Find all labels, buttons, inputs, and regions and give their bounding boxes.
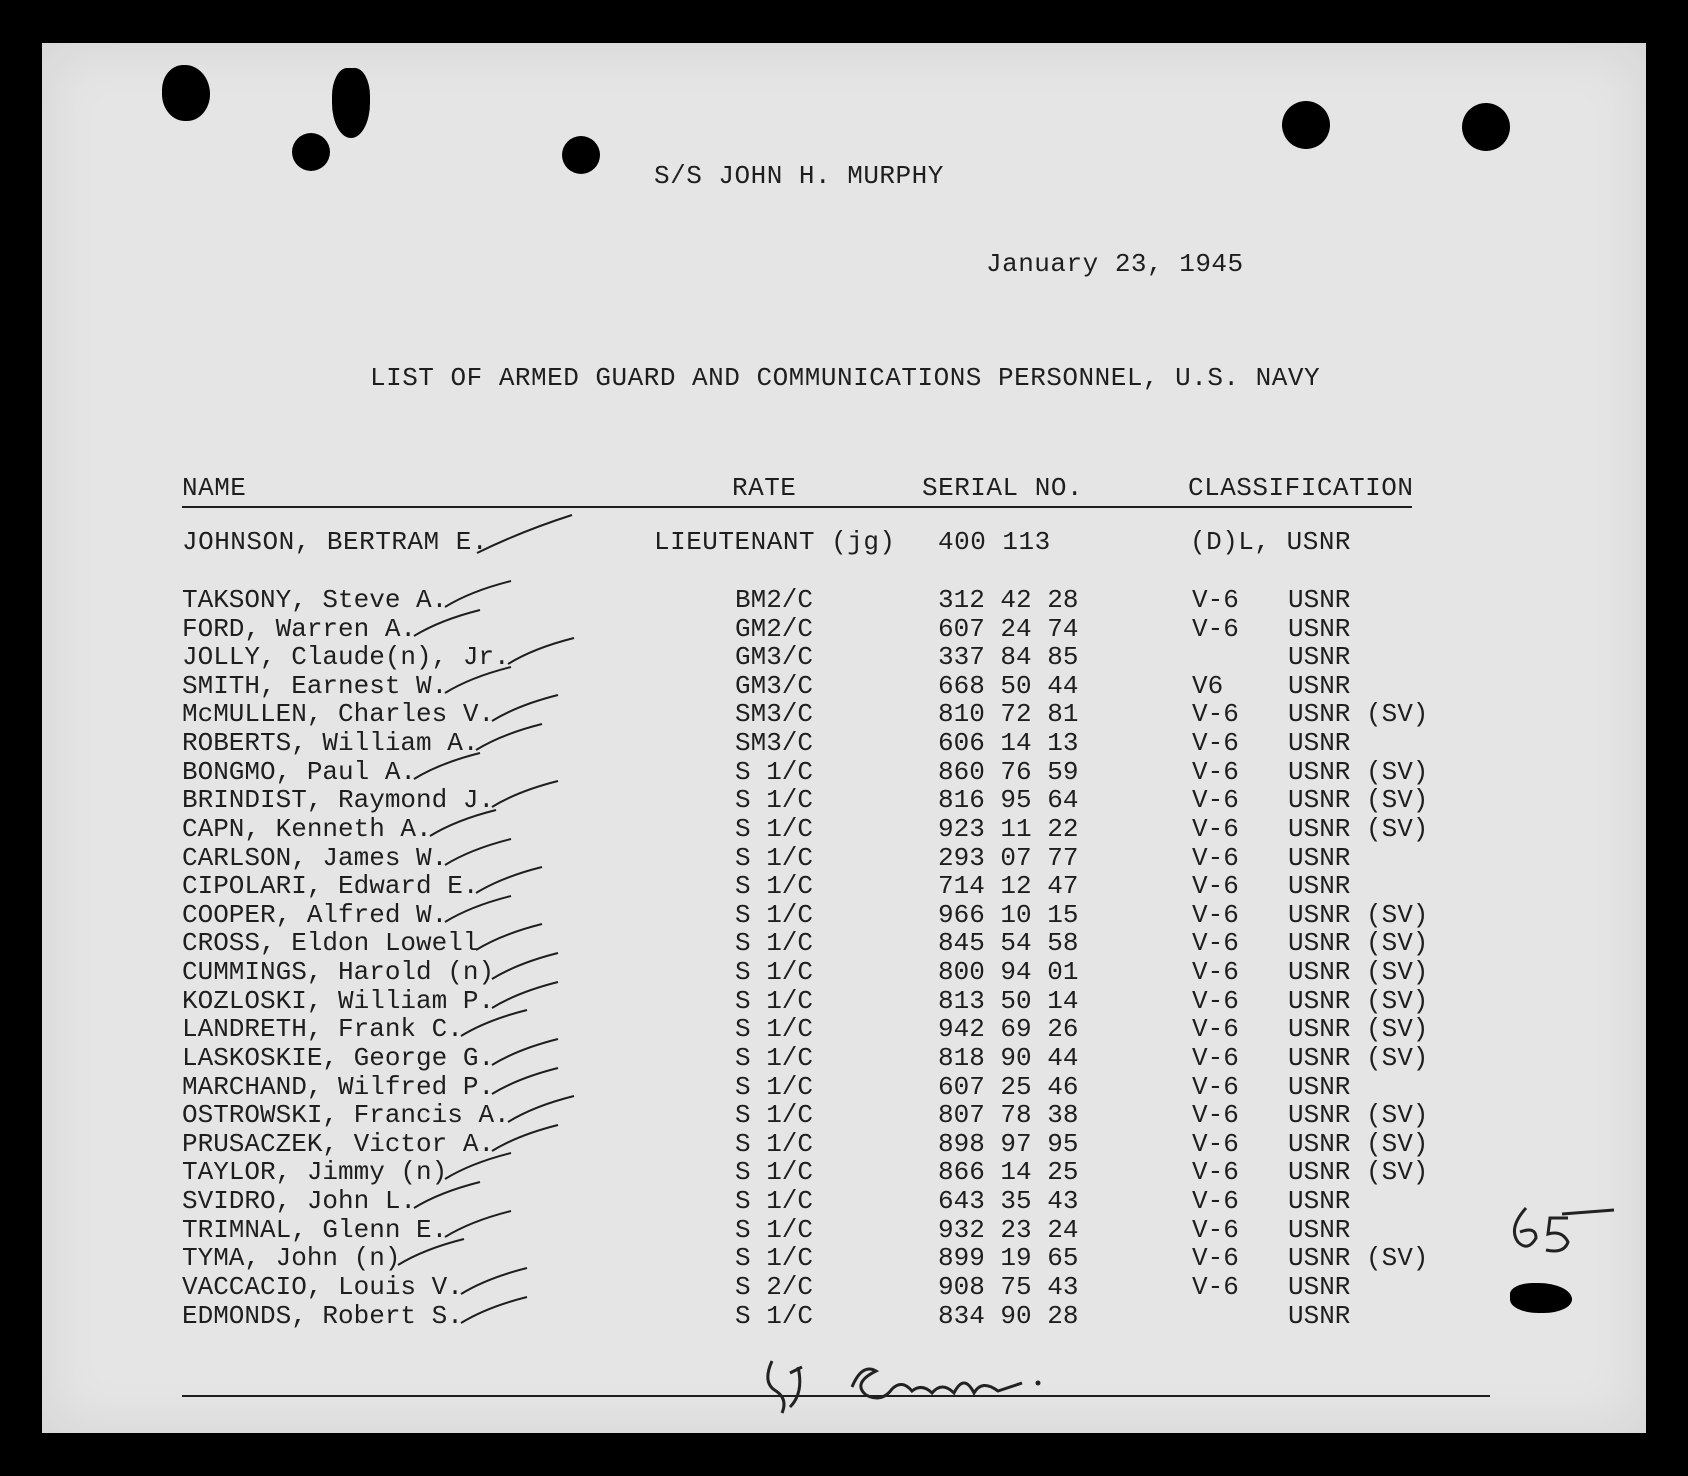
crew-serial: 607 24 74 — [938, 613, 1079, 644]
officer-serial: 400 113 — [938, 527, 1051, 557]
crew-class: V-6 — [1192, 813, 1239, 844]
crew-serial: 643 35 43 — [938, 1186, 1079, 1217]
crew-serial: 293 07 77 — [938, 842, 1079, 873]
crew-rate: SM3/C — [735, 699, 814, 730]
page-number-annotation — [1502, 1198, 1622, 1258]
crew-reserve: USNR — [1288, 785, 1351, 816]
crew-reserve: USNR — [1288, 957, 1351, 988]
crew-class: V-6 — [1192, 871, 1239, 902]
crew-name: CUMMINGS, Harold (n) — [182, 957, 495, 988]
crew-name: LANDRETH, Frank C. — [182, 1014, 463, 1045]
crew-serial: 714 12 47 — [938, 871, 1079, 902]
crew-name: FORD, Warren A. — [182, 613, 417, 644]
crew-reserve: USNR — [1288, 985, 1351, 1016]
check-mark — [410, 749, 490, 785]
crew-class: V-6 — [1192, 957, 1239, 988]
crew-rate: S 1/C — [735, 1214, 814, 1245]
ship-name: S/S JOHN H. MURPHY — [654, 161, 944, 191]
document-date: January 23, 1945 — [986, 249, 1244, 279]
crew-name: SVIDRO, John L. — [182, 1186, 417, 1217]
crew-note: (SV) — [1366, 1243, 1429, 1274]
crew-serial: 932 23 24 — [938, 1214, 1079, 1245]
header-serial: SERIAL NO. — [922, 473, 1084, 503]
crew-serial: 818 90 44 — [938, 1042, 1079, 1073]
crew-serial: 845 54 58 — [938, 928, 1079, 959]
punch-hole — [162, 65, 210, 121]
table-row — [42, 1072, 1646, 1101]
crew-rate: S 1/C — [735, 1300, 814, 1331]
crew-name: CAPN, Kenneth A. — [182, 813, 432, 844]
header-underline — [182, 506, 1412, 508]
officer-name: JOHNSON, BERTRAM E. — [182, 527, 488, 557]
crew-rate: S 1/C — [735, 957, 814, 988]
crew-rate: GM3/C — [735, 642, 814, 673]
crew-name: PRUSACZEK, Victor A. — [182, 1128, 495, 1159]
document-page — [42, 43, 1646, 1433]
crew-reserve: USNR — [1288, 642, 1351, 673]
crew-note: (SV) — [1366, 1042, 1429, 1073]
crew-note: (SV) — [1366, 756, 1429, 787]
crew-name: LASKOSKIE, George G. — [182, 1042, 495, 1073]
crew-rate: S 1/C — [735, 842, 814, 873]
crew-serial: 942 69 26 — [938, 1014, 1079, 1045]
crew-name: McMULLEN, Charles V. — [182, 699, 495, 730]
table-row — [42, 1014, 1646, 1043]
header-rate: RATE — [732, 473, 797, 503]
crew-serial: 807 78 38 — [938, 1100, 1079, 1131]
table-row — [42, 814, 1646, 843]
crew-class: V-6 — [1192, 842, 1239, 873]
table-row — [42, 871, 1646, 900]
crew-serial: 312 42 28 — [938, 585, 1079, 615]
crew-note: (SV) — [1366, 1100, 1429, 1131]
crew-serial: 866 14 25 — [938, 1157, 1079, 1188]
crew-note: (SV) — [1366, 985, 1429, 1016]
officer-rate: LIEUTENANT (jg) — [654, 527, 896, 557]
table-row — [42, 1100, 1646, 1129]
signature — [742, 1343, 1102, 1419]
crew-name: CROSS, Eldon Lowell — [182, 928, 479, 959]
crew-serial: 860 76 59 — [938, 756, 1079, 787]
crew-note: (SV) — [1366, 813, 1429, 844]
crew-class: V-6 — [1192, 1271, 1239, 1302]
table-row — [42, 928, 1646, 957]
crew-reserve: USNR — [1288, 928, 1351, 959]
header-classification: CLASSIFICATION — [1188, 473, 1414, 503]
crew-note: (SV) — [1366, 1014, 1429, 1045]
crew-rate: S 1/C — [735, 1128, 814, 1159]
crew-reserve: USNR — [1288, 1014, 1351, 1045]
table-row — [42, 1043, 1646, 1072]
crew-reserve: USNR — [1288, 1271, 1351, 1302]
crew-serial: 606 14 13 — [938, 728, 1079, 759]
officer-check-mark — [472, 511, 582, 561]
officer-classification: (D)L, USNR — [1190, 527, 1352, 557]
crew-reserve: USNR — [1288, 871, 1351, 902]
crew-serial: 816 95 64 — [938, 785, 1079, 816]
crew-class: V-6 — [1192, 1186, 1239, 1217]
crew-name: COOPER, Alfred W. — [182, 899, 448, 930]
crew-rate: S 1/C — [735, 871, 814, 902]
crew-rate: SM3/C — [735, 728, 814, 759]
table-row — [42, 757, 1646, 786]
crew-reserve: USNR — [1288, 1214, 1351, 1245]
crew-name: BONGMO, Paul A. — [182, 756, 417, 787]
crew-name: CARLSON, James W. — [182, 842, 448, 873]
crew-serial: 908 75 43 — [938, 1271, 1079, 1302]
crew-class: V-6 — [1192, 899, 1239, 930]
crew-class: V-6 — [1192, 585, 1239, 615]
crew-reserve: USNR — [1288, 1300, 1351, 1331]
check-mark — [410, 606, 490, 642]
crew-reserve: USNR — [1288, 756, 1351, 787]
crew-reserve: USNR — [1288, 1186, 1351, 1217]
table-row — [42, 585, 1646, 614]
punch-hole — [1282, 101, 1330, 149]
crew-name: BRINDIST, Raymond J. — [182, 785, 495, 816]
crew-rate: S 1/C — [735, 1071, 814, 1102]
crew-name: EDMONDS, Robert S. — [182, 1300, 463, 1331]
table-row — [42, 671, 1646, 700]
crew-rate: S 1/C — [735, 928, 814, 959]
crew-name: SMITH, Earnest W. — [182, 670, 448, 701]
crew-class: V-6 — [1192, 1157, 1239, 1188]
crew-class: V-6 — [1192, 1128, 1239, 1159]
crew-rate: S 1/C — [735, 756, 814, 787]
crew-class: V-6 — [1192, 756, 1239, 787]
crew-serial: 966 10 15 — [938, 899, 1079, 930]
table-row — [42, 728, 1646, 757]
crew-rate: S 1/C — [735, 1243, 814, 1274]
crew-serial: 810 72 81 — [938, 699, 1079, 730]
table-row — [42, 614, 1646, 643]
crew-class: V-6 — [1192, 1014, 1239, 1045]
crew-reserve: USNR — [1288, 842, 1351, 873]
crew-reserve: USNR — [1288, 670, 1351, 701]
crew-name: MARCHAND, Wilfred P. — [182, 1071, 495, 1102]
crew-reserve: USNR — [1288, 1243, 1351, 1274]
crew-reserve: USNR — [1288, 1100, 1351, 1131]
crew-class: V-6 — [1192, 613, 1239, 644]
table-row — [42, 986, 1646, 1015]
crew-rate: S 2/C — [735, 1271, 814, 1302]
crew-class: V-6 — [1192, 1042, 1239, 1073]
crew-reserve: USNR — [1288, 699, 1351, 730]
crew-name: OSTROWSKI, Francis A. — [182, 1100, 510, 1131]
crew-serial: 813 50 14 — [938, 985, 1079, 1016]
crew-reserve: USNR — [1288, 585, 1351, 615]
crew-rate: S 1/C — [735, 1186, 814, 1217]
crew-class: V-6 — [1192, 1214, 1239, 1245]
crew-reserve: USNR — [1288, 813, 1351, 844]
crew-name: TAKSONY, Steve A. — [182, 585, 448, 615]
document-title: LIST OF ARMED GUARD AND COMMUNICATIONS PERSONNEL, U.S. NAVY — [370, 363, 1321, 393]
crew-note: (SV) — [1366, 1128, 1429, 1159]
crew-serial: 800 94 01 — [938, 957, 1079, 988]
crew-rate: S 1/C — [735, 985, 814, 1016]
crew-class: V-6 — [1192, 1243, 1239, 1274]
table-row — [42, 1186, 1646, 1215]
crew-note: (SV) — [1366, 1157, 1429, 1188]
crew-note: (SV) — [1366, 928, 1429, 959]
crew-rate: S 1/C — [735, 1157, 814, 1188]
crew-class: V-6 — [1192, 928, 1239, 959]
crew-name: VACCACIO, Louis V. — [182, 1271, 463, 1302]
crew-rate: BM2/C — [735, 585, 814, 615]
table-row — [42, 957, 1646, 986]
crew-class: V-6 — [1192, 699, 1239, 730]
crew-note: (SV) — [1366, 699, 1429, 730]
crew-rate: S 1/C — [735, 1014, 814, 1045]
crew-rate: S 1/C — [735, 1100, 814, 1131]
crew-reserve: USNR — [1288, 1157, 1351, 1188]
crew-class: V-6 — [1192, 785, 1239, 816]
crew-rate: GM2/C — [735, 613, 814, 644]
crew-name: CIPOLARI, Edward E. — [182, 871, 479, 902]
crew-name: TYMA, John (n) — [182, 1243, 401, 1274]
table-row — [42, 900, 1646, 929]
punch-hole — [1462, 103, 1510, 151]
header-name: NAME — [182, 473, 247, 503]
table-row — [42, 642, 1646, 671]
crew-serial: 898 97 95 — [938, 1128, 1079, 1159]
crew-serial: 337 84 85 — [938, 642, 1079, 673]
table-row — [42, 1157, 1646, 1186]
crew-class: V-6 — [1192, 985, 1239, 1016]
crew-class: V6 — [1192, 670, 1224, 701]
punch-hole — [562, 136, 600, 174]
crew-name: TAYLOR, Jimmy (n) — [182, 1157, 448, 1188]
crew-rate: S 1/C — [735, 1042, 814, 1073]
table-row — [42, 1215, 1646, 1244]
crew-reserve: USNR — [1288, 1071, 1351, 1102]
crew-rate: S 1/C — [735, 899, 814, 930]
crew-note: (SV) — [1366, 899, 1429, 930]
ink-blot — [1510, 1283, 1572, 1313]
table-row — [42, 785, 1646, 814]
punch-hole — [292, 133, 330, 171]
crew-name: TRIMNAL, Glenn E. — [182, 1214, 448, 1245]
crew-note: (SV) — [1366, 785, 1429, 816]
crew-class: V-6 — [1192, 1100, 1239, 1131]
crew-name: ROBERTS, William A. — [182, 728, 479, 759]
crew-reserve: USNR — [1288, 728, 1351, 759]
table-row — [42, 843, 1646, 872]
table-row — [42, 1301, 1646, 1330]
crew-serial: 923 11 22 — [938, 813, 1079, 844]
crew-serial: 834 90 28 — [938, 1300, 1079, 1331]
crew-rate: S 1/C — [735, 813, 814, 844]
crew-rate: GM3/C — [735, 670, 814, 701]
crew-reserve: USNR — [1288, 613, 1351, 644]
punch-hole — [332, 68, 370, 138]
crew-class: V-6 — [1192, 728, 1239, 759]
crew-reserve: USNR — [1288, 899, 1351, 930]
crew-note: (SV) — [1366, 957, 1429, 988]
crew-rate: S 1/C — [735, 785, 814, 816]
crew-serial: 668 50 44 — [938, 670, 1079, 701]
crew-name: KOZLOSKI, William P. — [182, 985, 495, 1016]
table-row — [42, 1272, 1646, 1301]
crew-class: V-6 — [1192, 1071, 1239, 1102]
crew-serial: 607 25 46 — [938, 1071, 1079, 1102]
crew-reserve: USNR — [1288, 1128, 1351, 1159]
table-row — [42, 699, 1646, 728]
crew-name: JOLLY, Claude(n), Jr. — [182, 642, 510, 673]
check-mark — [457, 1293, 537, 1329]
crew-reserve: USNR — [1288, 1042, 1351, 1073]
crew-serial: 899 19 65 — [938, 1243, 1079, 1274]
table-row — [42, 1129, 1646, 1158]
table-row — [42, 1243, 1646, 1272]
